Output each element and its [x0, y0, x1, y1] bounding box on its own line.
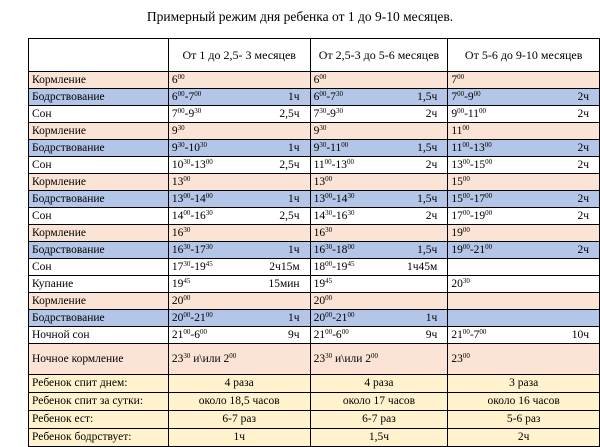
schedule-row	[29, 208, 600, 225]
time-range: $16^{30}-17^{30}$	[168, 242, 252, 259]
header-corner	[29, 39, 169, 72]
time-range: $13^{00}-15^{00}$	[448, 157, 530, 174]
duration	[252, 344, 310, 375]
summary-label: Ребенок спит днем:	[29, 375, 169, 393]
time-range: $19^{00}-21^{00}$	[448, 242, 530, 259]
schedule-row	[29, 310, 600, 327]
time-range: $18^{00}-19^{45}$	[310, 259, 394, 276]
time-range: $20^{30}$	[448, 276, 530, 293]
duration	[394, 123, 448, 140]
summary-value: 1ч	[168, 429, 310, 447]
time-range: $19^{00}$	[448, 225, 530, 242]
time-range: $13^{00}$	[310, 174, 394, 191]
time-range: $15^{00}-17^{00}$	[448, 191, 530, 208]
duration	[530, 174, 600, 191]
summary-value: около 17 часов	[310, 393, 448, 411]
summary-label: Ребенок спит за сутки:	[29, 393, 169, 411]
duration	[252, 174, 310, 191]
activity-label: Сон	[29, 259, 169, 276]
header-row	[29, 39, 600, 72]
duration	[252, 123, 310, 140]
activity-label: Кормление	[29, 225, 169, 242]
schedule-row	[29, 140, 600, 157]
duration: 2ч	[394, 106, 448, 123]
summary-label: Ребенок бодрствует:	[29, 429, 169, 447]
duration	[530, 293, 600, 310]
schedule-row	[29, 276, 600, 293]
duration: 2ч	[530, 208, 600, 225]
time-range: $17^{30}-19^{45}$	[168, 259, 252, 276]
summary-value: около 16 часов	[448, 393, 600, 411]
time-range: $9^{30}$	[168, 123, 252, 140]
duration: 1ч45м	[394, 259, 448, 276]
schedule-row	[29, 174, 600, 191]
duration: 2ч	[530, 191, 600, 208]
duration: 2ч	[394, 157, 448, 174]
duration	[530, 259, 600, 276]
duration	[252, 225, 310, 242]
time-range: $6^{00}$	[168, 72, 252, 89]
summary-value: 1,5ч	[310, 429, 448, 447]
time-range: $11^{00}$	[448, 123, 530, 140]
duration	[530, 72, 600, 89]
duration: 15мин	[252, 276, 310, 293]
time-range: $9^{30}-10^{30}$	[168, 140, 252, 157]
time-range: $10^{30}-13^{00}$	[168, 157, 252, 174]
time-range: $13^{00}-14^{00}$	[168, 191, 252, 208]
time-range: $21^{00}-6^{00}$	[168, 327, 252, 344]
duration	[394, 344, 448, 375]
activity-label: Кормление	[29, 72, 169, 89]
time-range: $13^{00}-14^{30}$	[310, 191, 394, 208]
time-range: $23^{30}$ и\или $2^{00}$	[168, 344, 252, 375]
header-age-group: От 5-6 до 9-10 месяцев	[448, 39, 600, 72]
time-range: $16^{30}$	[310, 225, 394, 242]
time-range: $19^{45}$	[310, 276, 394, 293]
duration: 2ч	[530, 242, 600, 259]
duration: 2,5ч	[252, 157, 310, 174]
activity-label: Сон	[29, 106, 169, 123]
time-range: $20^{00}$	[168, 293, 252, 310]
page-title: Примерный режим дня ребенка от 1 до 9-10 месяцев.	[146, 9, 454, 24]
time-range: $9^{30}$	[310, 123, 394, 140]
time-range: $19^{45}$	[168, 276, 252, 293]
schedule-row	[29, 259, 600, 276]
time-range: $23^{00}$	[448, 344, 530, 375]
activity-label: Кормление	[29, 123, 169, 140]
time-range: $11^{00}-13^{00}$	[448, 140, 530, 157]
activity-label: Бодрствование	[29, 191, 169, 208]
duration: 1ч	[252, 310, 310, 327]
activity-label: Ночной сон	[29, 327, 169, 344]
duration: 2,5ч	[252, 208, 310, 225]
activity-label: Бодрствование	[29, 242, 169, 259]
time-range: $9^{30}-11^{00}$	[310, 140, 394, 157]
time-range: $21^{00}-6^{00}$	[310, 327, 394, 344]
summary-value: 2ч	[448, 429, 600, 447]
time-range: $14^{00}-16^{30}$	[168, 208, 252, 225]
schedule-row	[29, 72, 600, 89]
duration	[530, 344, 600, 375]
time-range: $16^{30}-18^{00}$	[310, 242, 394, 259]
time-range	[448, 259, 530, 276]
summary-value: около 18,5 часов	[168, 393, 310, 411]
activity-label: Кормление	[29, 293, 169, 310]
duration	[394, 72, 448, 89]
activity-label: Кормление	[29, 174, 169, 191]
duration	[252, 293, 310, 310]
schedule-row	[29, 293, 600, 310]
summary-label: Ребенок ест:	[29, 411, 169, 429]
time-range: $7^{30}-9^{30}$	[310, 106, 394, 123]
schedule-row	[29, 123, 600, 140]
time-range: $13^{00}$	[168, 174, 252, 191]
activity-label: Бодрствование	[29, 310, 169, 327]
duration: 9ч	[252, 327, 310, 344]
duration: 1,5ч	[394, 140, 448, 157]
duration: 10ч	[530, 327, 600, 344]
time-range: $6^{00}-7^{30}$	[310, 89, 394, 106]
activity-label: Бодрствование	[29, 140, 169, 157]
duration	[394, 225, 448, 242]
duration: 1ч	[252, 89, 310, 106]
duration: 1ч	[252, 140, 310, 157]
time-range: $6^{00}$	[310, 72, 394, 89]
duration: 2ч	[394, 208, 448, 225]
time-range: $7^{00}-9^{30}$	[168, 106, 252, 123]
duration: 1ч	[252, 242, 310, 259]
summary-value: 6-7 раз	[168, 411, 310, 429]
time-range: $9^{00}-11^{00}$	[448, 106, 530, 123]
summary-row	[29, 429, 600, 447]
time-range: $20^{00}$	[310, 293, 394, 310]
summary-value: 4 раза	[310, 375, 448, 393]
time-range	[448, 310, 530, 327]
summary-row	[29, 375, 600, 393]
activity-label: Бодрствование	[29, 89, 169, 106]
duration: 1ч	[252, 191, 310, 208]
schedule-row	[29, 225, 600, 242]
time-range: $11^{00}-13^{00}$	[310, 157, 394, 174]
time-range: $15^{00}$	[448, 174, 530, 191]
duration	[530, 276, 600, 293]
duration	[530, 225, 600, 242]
duration: 2ч	[530, 157, 600, 174]
duration	[394, 276, 448, 293]
activity-label: Сон	[29, 157, 169, 174]
time-range: $16^{30}$	[168, 225, 252, 242]
header-age-group: От 1 до 2,5- 3 месяцев	[168, 39, 310, 72]
duration: 1,5ч	[394, 242, 448, 259]
duration: 2,5ч	[252, 106, 310, 123]
schedule-row	[29, 89, 600, 106]
activity-label: Купание	[29, 276, 169, 293]
schedule-row	[29, 327, 600, 344]
duration: 9ч	[394, 327, 448, 344]
activity-label: Сон	[29, 208, 169, 225]
duration	[530, 310, 600, 327]
schedule-body	[29, 39, 600, 447]
summary-value: 4 раза	[168, 375, 310, 393]
duration	[394, 293, 448, 310]
time-range: $20^{00}-21^{00}$	[310, 310, 394, 327]
summary-row	[29, 411, 600, 429]
summary-row	[29, 393, 600, 411]
schedule-row	[29, 344, 600, 375]
duration: 2ч	[530, 106, 600, 123]
duration	[394, 174, 448, 191]
header-age-group: От 2,5-3 до 5-6 месяцев	[310, 39, 448, 72]
time-range: $23^{30}$ и\или $2^{00}$	[310, 344, 394, 375]
time-range: $6^{00}-7^{00}$	[168, 89, 252, 106]
time-range: $7^{00}$	[448, 72, 530, 89]
schedule-row	[29, 191, 600, 208]
time-range: $7^{00}-9^{00}$	[448, 89, 530, 106]
schedule-row	[29, 242, 600, 259]
schedule-table	[28, 38, 600, 447]
activity-label: Ночное кормление	[29, 344, 169, 375]
duration: 2ч15м	[252, 259, 310, 276]
duration: 1,5ч	[394, 89, 448, 106]
duration	[530, 123, 600, 140]
duration: 1,5ч	[394, 191, 448, 208]
time-range: $20^{00}-21^{00}$	[168, 310, 252, 327]
duration: 1ч	[394, 310, 448, 327]
summary-value: 6-7 раз	[310, 411, 448, 429]
time-range: $14^{30}-16^{30}$	[310, 208, 394, 225]
summary-value: 3 раза	[448, 375, 600, 393]
schedule-row	[29, 106, 600, 123]
time-range	[448, 293, 530, 310]
duration: 2ч	[530, 89, 600, 106]
schedule-row	[29, 157, 600, 174]
time-range: $17^{00}-19^{00}$	[448, 208, 530, 225]
time-range: $21^{00}-7^{00}$	[448, 327, 530, 344]
duration	[252, 72, 310, 89]
summary-value: 5-6 раз	[448, 411, 600, 429]
duration: 2ч	[530, 140, 600, 157]
